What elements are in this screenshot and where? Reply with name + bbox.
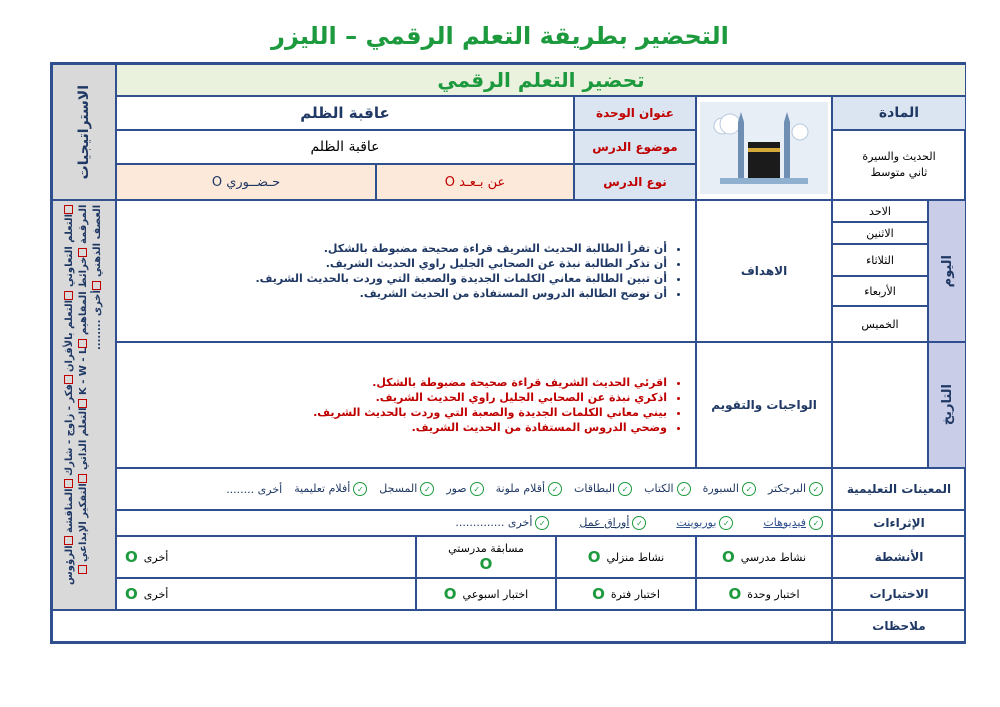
day-label: اليوم [939,254,955,288]
check-circle-icon: ✓ [353,482,367,496]
tests-label: الاختبارات [832,578,966,610]
enrichment-cell [116,510,832,536]
check-circle-icon: ✓ [677,482,691,496]
date-value-cell [832,342,928,468]
strategy-item[interactable]: فكر - زاوج - شارك [64,375,75,476]
notes-field[interactable] [52,610,832,642]
enrichment-list [117,516,831,531]
check-circle-icon: ✓ [809,482,823,496]
check-circle-icon: ✓ [719,516,733,530]
objective-item: • أن تقرأ الطالبة الحديث الشريف قراءة صحيحة مضبوطة بالشكل. [255,241,667,256]
objective-item: • أن تبين الطالبة معاني الكلمات الجديدة والصعبة التي وردت بالحديث الشريف. [255,271,667,286]
aid-item[interactable]: ✓الكتاب [644,482,691,497]
aid-item[interactable]: ✓أفلام تعليمية [294,482,367,497]
strategy-item[interactable]: خرائط المفاهيم [78,248,89,336]
lesson-value: عاقبة الظلم [116,130,574,164]
aid-item[interactable]: ✓البرجكتر [768,482,823,497]
check-circle-icon: ✓ [632,516,646,530]
test-unit[interactable]: اختبار وحدة O [696,578,832,610]
day-cell[interactable]: الاثنين [832,222,928,244]
strategy-item[interactable]: المناقشة [64,479,75,533]
subject-value: الحديث والسيرة ثاني متوسط [832,130,966,200]
unit-value: عاقبة الظلم [116,96,574,130]
day-cell[interactable]: الاحد [832,200,928,222]
aid-item[interactable]: ✓السبورة [703,482,756,497]
strategy-item[interactable]: التفكير الإبداعي [78,474,89,562]
activities-label: الأنشطة [832,536,966,578]
notes-label: ملاحظات [832,610,966,642]
day-cell[interactable]: الخميس [832,306,928,342]
enrichment-label: الإثراءات [832,510,966,536]
page-title: التحضير بطريقة التعلم الرقمي – الليزر [271,22,729,50]
aid-item[interactable]: ✓البطاقات [574,482,632,497]
strategies-label: الاستراتيجيات [76,84,92,180]
aid-item[interactable]: ✓المسجل [379,482,434,497]
strategy-item[interactable]: أخرى ........ [92,281,103,350]
subject-label: المادة [832,96,966,130]
strategies-list [63,205,105,605]
assessment-item: • اقرئي الحديث الشريف قراءة صحيحة مضبوطة بالشكل. [313,375,667,390]
date-header-cell [928,342,966,468]
objectives-cell [116,200,696,342]
check-circle-icon: ✓ [809,516,823,530]
strategy-item[interactable]: الرؤوس المرقمة [64,205,89,586]
aid-item[interactable]: أخرى ........ [226,482,283,496]
check-circle-icon: ✓ [618,482,632,496]
date-label: التاريخ [939,384,955,426]
lesson-label: موضوع الدرس [574,130,696,164]
check-circle-icon: ✓ [548,482,562,496]
aids-list [117,482,831,497]
objectives-list [255,241,685,301]
enrichment-item[interactable]: ✓بوربوينت [676,516,733,531]
assessment-label: الواجبات والتقويم [696,342,832,468]
test-other[interactable]: أخرى O [116,578,416,610]
assessment-item: • وضحي الدروس المستفادة من الحديث الشريف. [313,420,667,435]
objective-item: • أن تذكر الطالبة نبذة عن الصحابي الجليل راوي الحديث الشريف. [255,256,667,271]
check-circle-icon: ✓ [742,482,756,496]
test-weekly[interactable]: اختبار اسبوعي O [416,578,556,610]
strategy-item[interactable]: التعلم بالأقران [64,291,75,372]
activity-home[interactable]: نشاط منزلي O [556,536,696,578]
kaaba-picture-cell [696,96,832,200]
aid-item[interactable]: ✓صور [446,482,483,497]
kaaba-icon [700,102,828,194]
aids-label: المعينات التعليمية [832,468,966,510]
remote-option[interactable]: عن بـعـد O [376,164,574,200]
unit-label: عنوان الوحدة [574,96,696,130]
assessment-item: • بيني معاني الكلمات الجديدة والصعبة التي وردت بالحديث الشريف. [313,405,667,420]
objective-item: • أن توضح الطالبة الدروس المستفادة من الحديث الشريف. [255,286,667,301]
strategy-item[interactable]: التعلم التعاوني [64,205,75,287]
check-circle-icon: ✓ [470,482,484,496]
assessment-list [313,375,685,435]
day-cell[interactable]: الأربعاء [832,276,928,306]
day-header-cell [928,200,966,342]
aids-cell [116,468,832,510]
strategy-item[interactable]: العصف الذهني [78,205,103,574]
lesson-plan-frame [50,62,966,644]
activity-contest[interactable]: مسابقة مدرستي O [416,536,556,578]
inperson-option[interactable]: حـضــوري O [116,164,376,200]
aid-item[interactable]: ✓أقلام ملونة [496,482,562,497]
check-circle-icon: ✓ [420,482,434,496]
digital-plan-header: تحضير التعلم الرقمي [116,64,966,96]
strategy-item[interactable]: K - W - L [78,339,89,395]
enrichment-item[interactable]: ✓أوراق عمل [579,516,646,531]
strategies-header-cell [52,64,116,200]
test-term[interactable]: اختبار فترة O [556,578,696,610]
lesson-type-label: نوع الدرس [574,164,696,200]
enrichment-item[interactable]: ✓أخرى .............. [455,516,549,531]
day-cell[interactable]: الثلاثاء [832,244,928,276]
strategy-item[interactable]: التعلم الذاتي [78,399,89,471]
strategies-list-cell [52,200,116,610]
activity-other[interactable]: أخرى O [116,536,416,578]
assessment-item: • اذكري نبذة عن الصحابي الجليل راوي الحديث الشريف. [313,390,667,405]
enrichment-item[interactable]: ✓فيديوهات [763,516,823,531]
check-circle-icon: ✓ [535,516,549,530]
objectives-label: الاهداف [696,200,832,342]
assessment-cell [116,342,696,468]
activity-school[interactable]: نشاط مدرسي O [696,536,832,578]
